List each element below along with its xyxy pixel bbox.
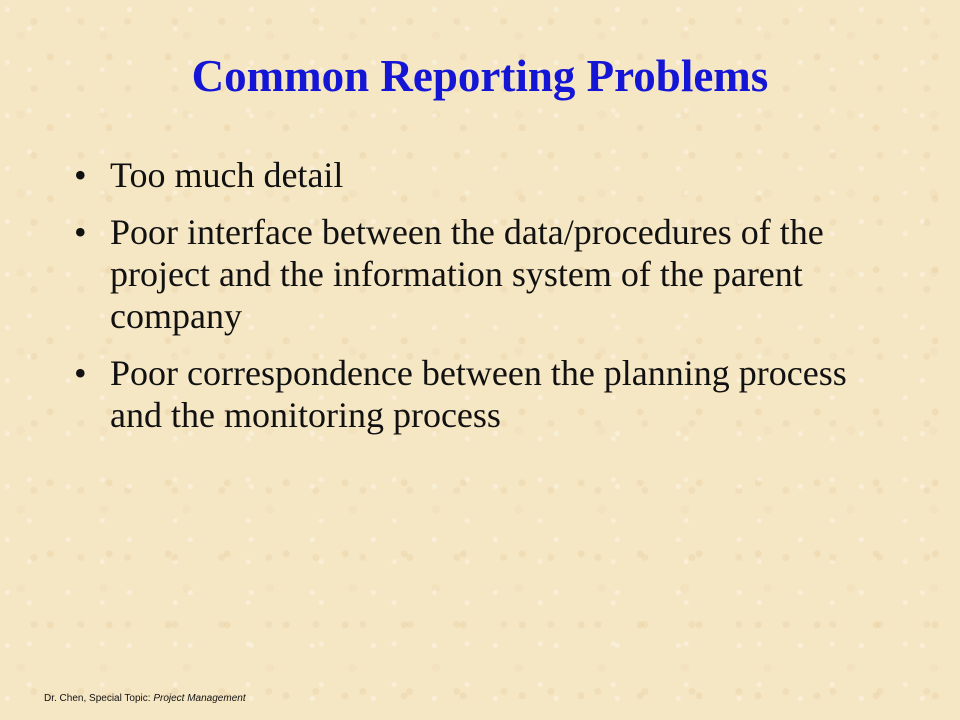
- slide-footer: [44, 692, 246, 705]
- footer-author: Dr. Chen, Special Topic:: [44, 693, 154, 704]
- bullet-text: Poor correspondence between the planning process and the monitoring process: [110, 353, 847, 435]
- bullet-item: [74, 211, 874, 337]
- bullet-item: [74, 154, 874, 196]
- bullet-icon: •: [74, 353, 87, 393]
- bullet-list: [74, 154, 874, 451]
- bullet-text: Poor interface between the data/procedures of the project and the information system of the parent company: [110, 212, 824, 336]
- slide-title: Common Reporting Problems: [191, 51, 769, 101]
- bullet-icon: •: [74, 155, 87, 195]
- bullet-text: Too much detail: [110, 155, 344, 195]
- footer-course: Project Management: [153, 693, 246, 704]
- bullet-icon: •: [74, 212, 87, 252]
- bullet-item: [74, 352, 874, 436]
